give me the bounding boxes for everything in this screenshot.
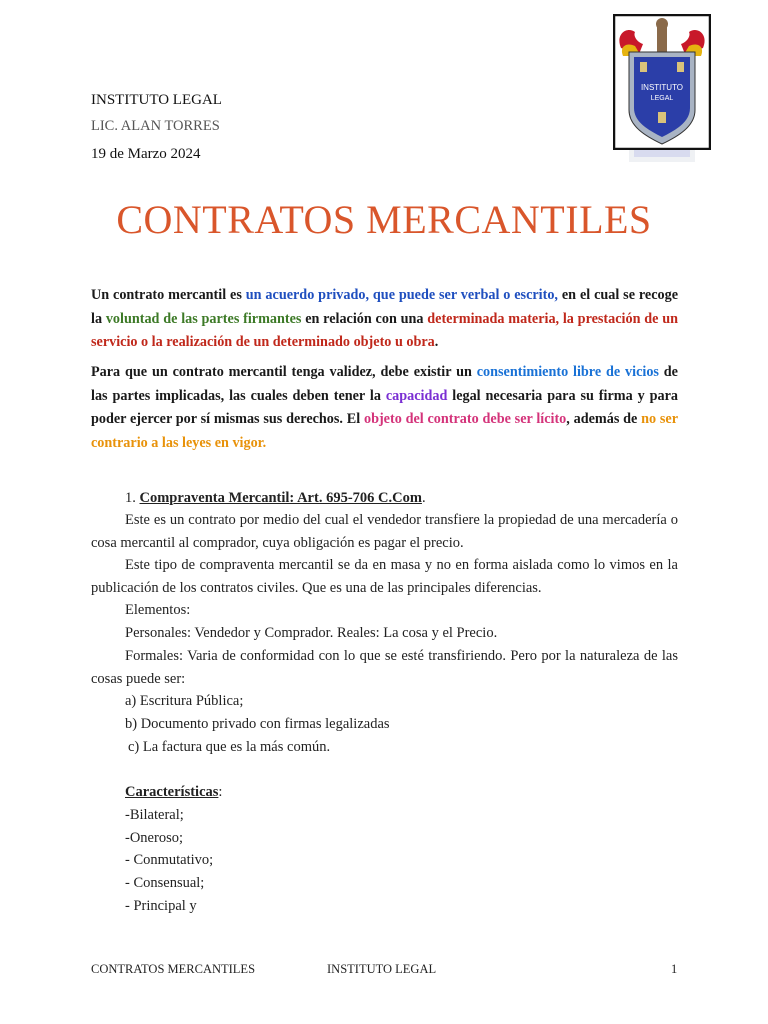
page-number: 1: [671, 962, 678, 976]
characteristic-item: -Oneroso;: [125, 830, 183, 846]
highlight-private-agreement: un acuerdo privado, que puede ser verbal o escrito,: [245, 287, 558, 303]
institute-logo: [613, 14, 711, 150]
section-paragraph-2: Este tipo de compraventa mercantil se da en masa y no en forma aislada como lo vimos en la publicación de los contratos civiles. Que es una de las principales diferencias.: [91, 557, 678, 596]
section-heading: [125, 487, 426, 510]
text-run: en el cual se recoge la: [91, 287, 679, 327]
highlight-capacity: capacidad: [385, 387, 448, 404]
text-run: en relación con una: [301, 310, 428, 327]
section-number: 1.: [125, 490, 140, 506]
document-title: CONTRATOS MERCANTILES: [116, 197, 652, 242]
logo-text-1: INSTITUTO: [640, 83, 684, 92]
footer-title: CONTRATOS MERCANTILES: [91, 962, 256, 976]
characteristic-item: - Conmutativo;: [125, 852, 214, 868]
highlight-not-contrary: no ser contrario a las leyes en vigor.: [91, 411, 679, 451]
highlight-consent: consentimiento libre de vicios: [476, 364, 659, 380]
characteristic-item: - Consensual;: [125, 875, 205, 891]
text-run: .: [434, 334, 439, 350]
text-run: :: [218, 784, 223, 800]
shield-crest-icon: [613, 14, 711, 150]
intro-paragraph-2: [91, 361, 678, 455]
section-paragraph-1: Este es un contrato por medio del cual el vendedor transfiere la propiedad de una mercadería o cosa mercantil al comprador, cuya obligación es pagar el precio.: [91, 512, 678, 551]
characteristics-heading-text: Características: [125, 784, 219, 800]
intro-paragraph-1: [91, 284, 678, 355]
text-run: .: [421, 490, 426, 506]
elements-personal: Personales: Vendedor y Comprador. Reales: La cosa y el Precio.: [125, 625, 498, 641]
highlight-lawful-object: objeto del contrato debe ser lícito: [363, 411, 567, 427]
text-run: de las partes implicadas, las cuales deben tener la: [91, 364, 678, 404]
characteristics-heading: [125, 781, 222, 804]
characteristic-item: - Principal y: [125, 898, 197, 914]
logo-text-2: LEGAL: [650, 95, 674, 102]
highlight-parties-will: voluntad de las partes firmantes: [105, 310, 302, 327]
header-institute: INSTITUTO LEGAL: [91, 92, 222, 108]
elements-formal: Formales: Varia de conformidad con lo que se esté transfiriendo. Pero por la naturaleza de las cosas puede ser:: [91, 648, 678, 687]
text-run: , además de: [566, 411, 642, 427]
text-run: legal necesaria para su firma y para poder ejercer por sí mismas sus derechos. El: [91, 387, 678, 427]
header-date: 19 de Marzo 2024: [91, 146, 201, 162]
logo-reflection: [613, 150, 711, 200]
highlight-subject-matter: determinada materia, la prestación de un servicio o la realización de un determinado objeto u obra: [91, 310, 678, 350]
option-c: c) La factura que es la más común.: [128, 739, 331, 755]
characteristic-item: -Bilateral;: [125, 807, 184, 823]
elements-label: Elementos:: [125, 602, 191, 618]
text-run: Para que un contrato mercantil tenga validez, debe existir un: [91, 364, 477, 380]
section-heading-text: Compraventa Mercantil: Art. 695-706 C.Com: [139, 490, 422, 506]
option-a: a) Escritura Pública;: [125, 693, 244, 709]
header-author: LIC. ALAN TORRES: [91, 118, 220, 134]
option-b: b) Documento privado con firmas legalizadas: [125, 716, 390, 732]
footer-institute: INSTITUTO LEGAL: [327, 962, 437, 976]
text-run: Un contrato mercantil es: [91, 287, 246, 303]
